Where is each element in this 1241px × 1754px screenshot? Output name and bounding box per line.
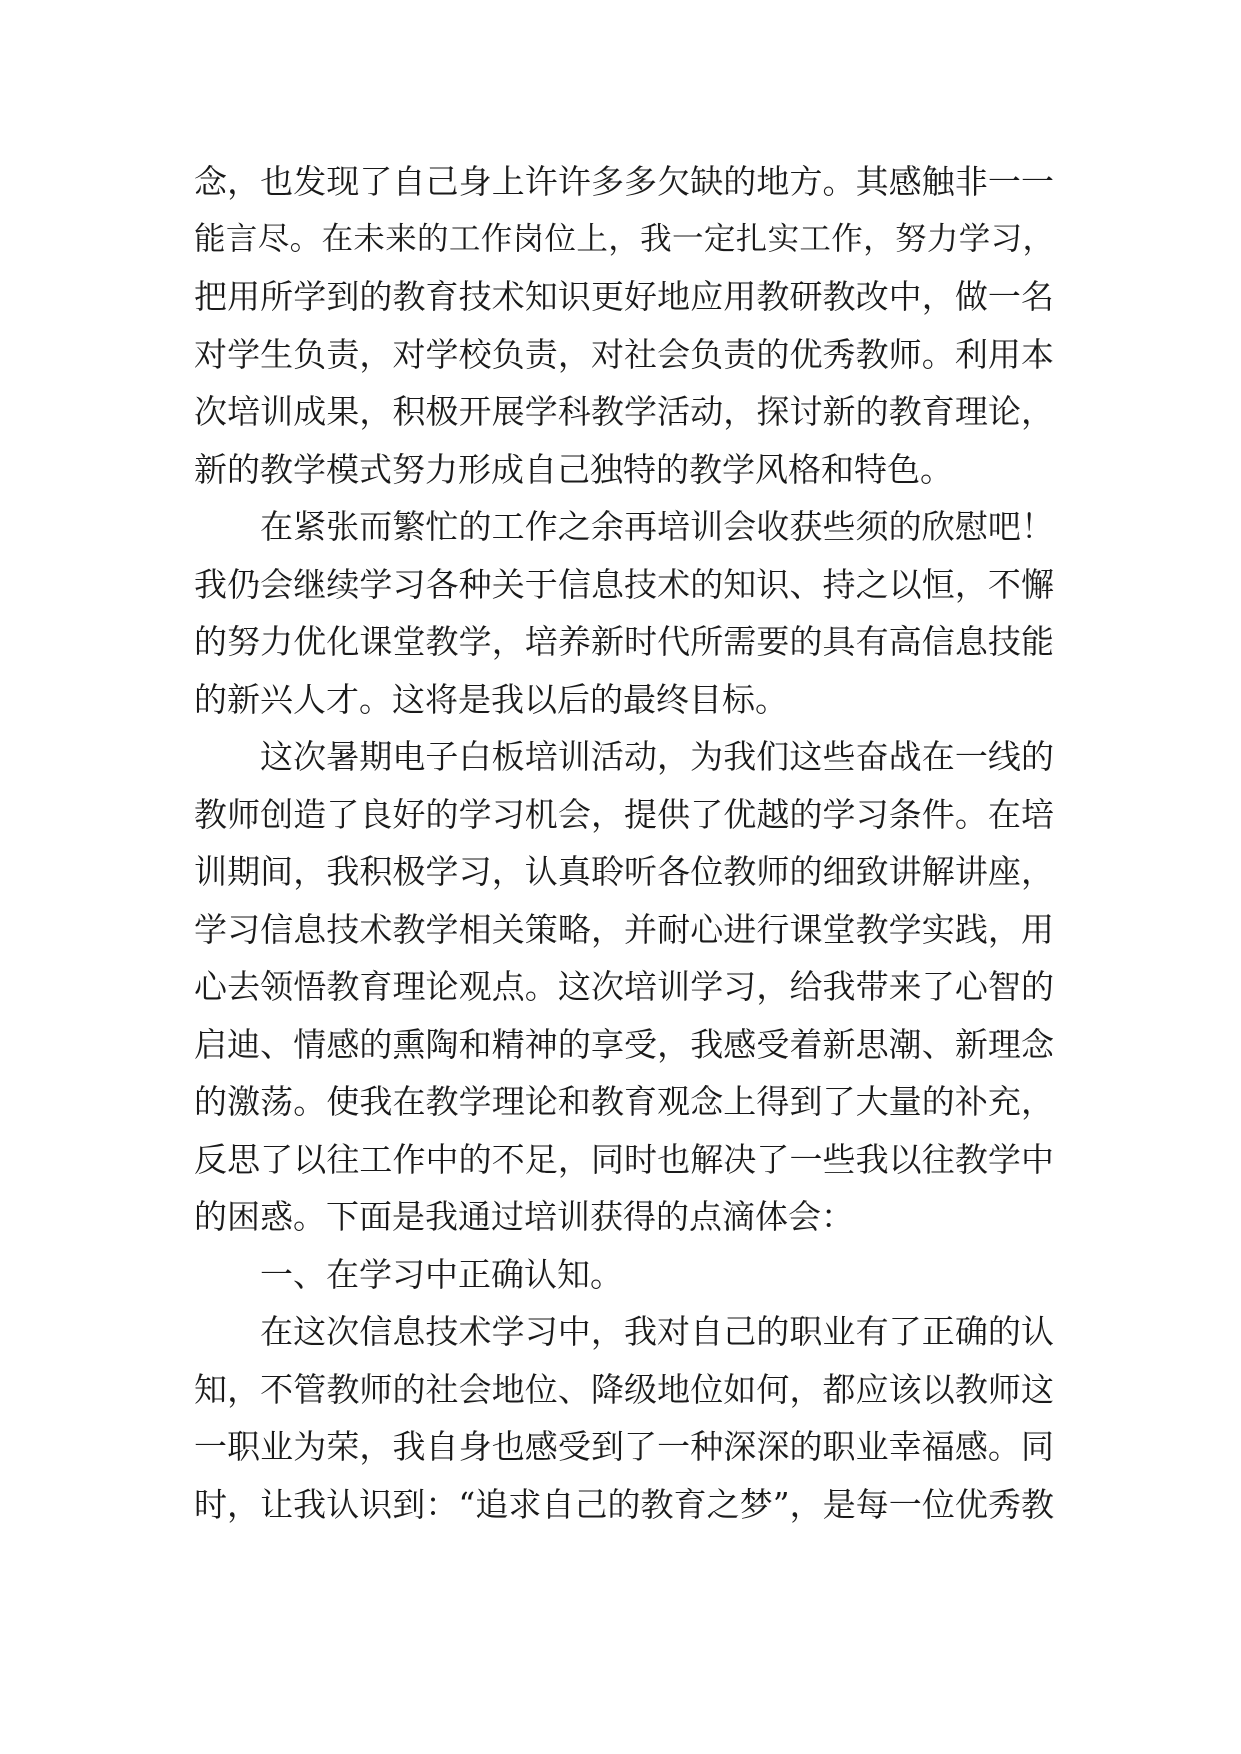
text-line: 次培训成果，积极开展学科教学活动，探讨新的教育理论， bbox=[194, 392, 1054, 431]
text-line: 启迪、情感的熏陶和精神的享受，我感受着新思潮、新理念 bbox=[194, 1024, 1054, 1064]
text-line: 的激荡。使我在教学理论和教育观念上得到了大量的补充， bbox=[194, 1082, 1054, 1121]
text-line: 学习信息技术教学相关策略，并耐心进行课堂教学实践，用 bbox=[194, 909, 1054, 949]
text-line: 能言尽。在未来的工作岗位上，我一定扎实工作，努力学习， bbox=[194, 220, 1054, 257]
text-line: 的努力优化课堂教学，培养新时代所需要的具有高信息技能 bbox=[194, 622, 1054, 661]
text-line: 这次暑期电子白板培训活动，为我们这些奋战在一线的 bbox=[260, 737, 1054, 776]
text-line: 教师创造了良好的学习机会，提供了优越的学习条件。在培 bbox=[194, 794, 1054, 834]
text-line: 的新兴人才。这将是我以后的最终目标。 bbox=[194, 679, 788, 719]
text-line: 时，让我认识到：“追求自己的教育之梦”，是每一位优秀教 bbox=[194, 1484, 1054, 1524]
text-line: 知，不管教师的社会地位、降级地位如何，都应该以教师这 bbox=[194, 1369, 1054, 1409]
text-line: 训期间，我积极学习，认真聆听各位教师的细致讲解讲座， bbox=[194, 852, 1054, 891]
text-line: 在紧张而繁忙的工作之余再培训会收获些须的欣慰吧！ bbox=[260, 507, 1054, 546]
text-line: 在这次信息技术学习中，我对自己的职业有了正确的认 bbox=[260, 1312, 1054, 1351]
body-text bbox=[194, 153, 1054, 1533]
text-line: 的困惑。下面是我通过培训获得的点滴体会： bbox=[194, 1197, 854, 1236]
text-line: 对学生负责，对学校负责，对社会负责的优秀教师。利用本 bbox=[194, 334, 1054, 374]
text-line: 把用所学到的教育技术知识更好地应用教研教改中，做一名 bbox=[194, 277, 1054, 316]
text-line: 一职业为荣，我自身也感受到了一种深深的职业幸福感。同 bbox=[194, 1427, 1054, 1466]
text-line: 新的教学模式努力形成自己独特的教学风格和特色。 bbox=[194, 449, 953, 489]
text-line: 我仍会继续学习各种关于信息技术的知识、持之以恒，不懈 bbox=[194, 564, 1054, 604]
text-line: 念，也发现了自己身上许许多多欠缺的地方。其感触非一一 bbox=[194, 162, 1054, 201]
text-line: 反思了以往工作中的不足，同时也解决了一些我以往教学中 bbox=[194, 1139, 1054, 1179]
text-line: 心去领悟教育理论观点。这次培训学习，给我带来了心智的 bbox=[194, 967, 1054, 1006]
text-line: 一、在学习中正确认知。 bbox=[260, 1254, 623, 1294]
